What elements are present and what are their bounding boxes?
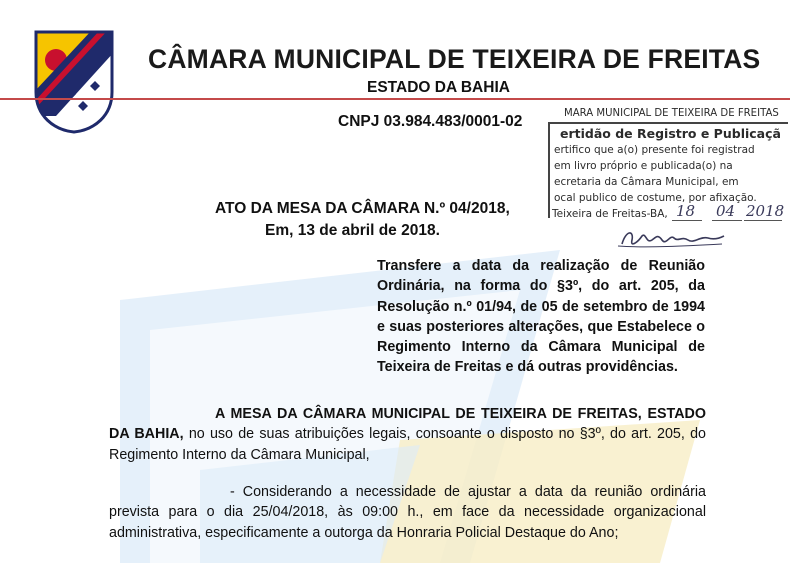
act-title: ATO DA MESA DA CÂMARA N.º 04/2018, bbox=[215, 200, 510, 217]
stamp-place: Teixeira de Freitas-BA, bbox=[552, 208, 668, 220]
stamp-month: 04 bbox=[716, 202, 736, 220]
preamble-text: no uso de suas atribuições legais, consoante o disposto no §3º, do art. 205, do Regimento Interno da Câmara Municipal, bbox=[109, 426, 706, 463]
handwritten-signature bbox=[616, 226, 726, 252]
act-date: Em, 13 de abril de 2018. bbox=[265, 222, 440, 239]
header-rule bbox=[0, 98, 790, 100]
preamble-bold: A MESA DA CÂMARA MUNICIPAL DE TEIXEIRA DE FREITAS, ESTADO DA BAHIA, bbox=[109, 406, 706, 443]
stamp-line: ocal publico de costume, por afixação. bbox=[554, 192, 757, 204]
act-summary: Transfere a data da realização de Reunião Ordinária, na forma do §3º, do art. 205, da Resolução n.º 01/94, de 05 de setembro de 1994 e suas posteriores alterações, que Estabelece o Regimento Interno da Câmara Municipal de Teixeira de Freitas e dá outras providências. bbox=[377, 258, 705, 376]
stamp-line: em livro próprio e publicada(o) na bbox=[554, 160, 733, 172]
municipal-crest-logo bbox=[34, 30, 114, 134]
state-subtitle: ESTADO DA BAHIA bbox=[367, 79, 510, 96]
cnpj-number: CNPJ 03.984.483/0001-02 bbox=[338, 113, 523, 130]
stamp-year: 2018 bbox=[746, 202, 785, 220]
paragraph-preamble bbox=[109, 404, 706, 465]
page-title: CÂMARA MUNICIPAL DE TEIXEIRA DE FREITAS bbox=[148, 44, 761, 74]
stamp-line: ecretaria da Câmara Municipal, em bbox=[554, 176, 739, 188]
stamp-day: 18 bbox=[676, 202, 696, 220]
stamp-subtitle: ertidão de Registro e Publicaçã bbox=[560, 126, 781, 141]
paragraph-considering: - Considerando a necessidade de ajustar a data da reunião ordinária prevista para o dia 25/04/2018, às 09:00 h., em face da necessidade organizacional administrativa, especificamente a outorga da Honraria Policial Destaque do Ano; bbox=[109, 484, 706, 541]
registration-stamp bbox=[548, 104, 790, 260]
stamp-line: ertifico que a(o) presente foi registrad bbox=[554, 144, 755, 156]
stamp-header: MARA MUNICIPAL DE TEIXEIRA DE FREITAS bbox=[564, 106, 779, 119]
